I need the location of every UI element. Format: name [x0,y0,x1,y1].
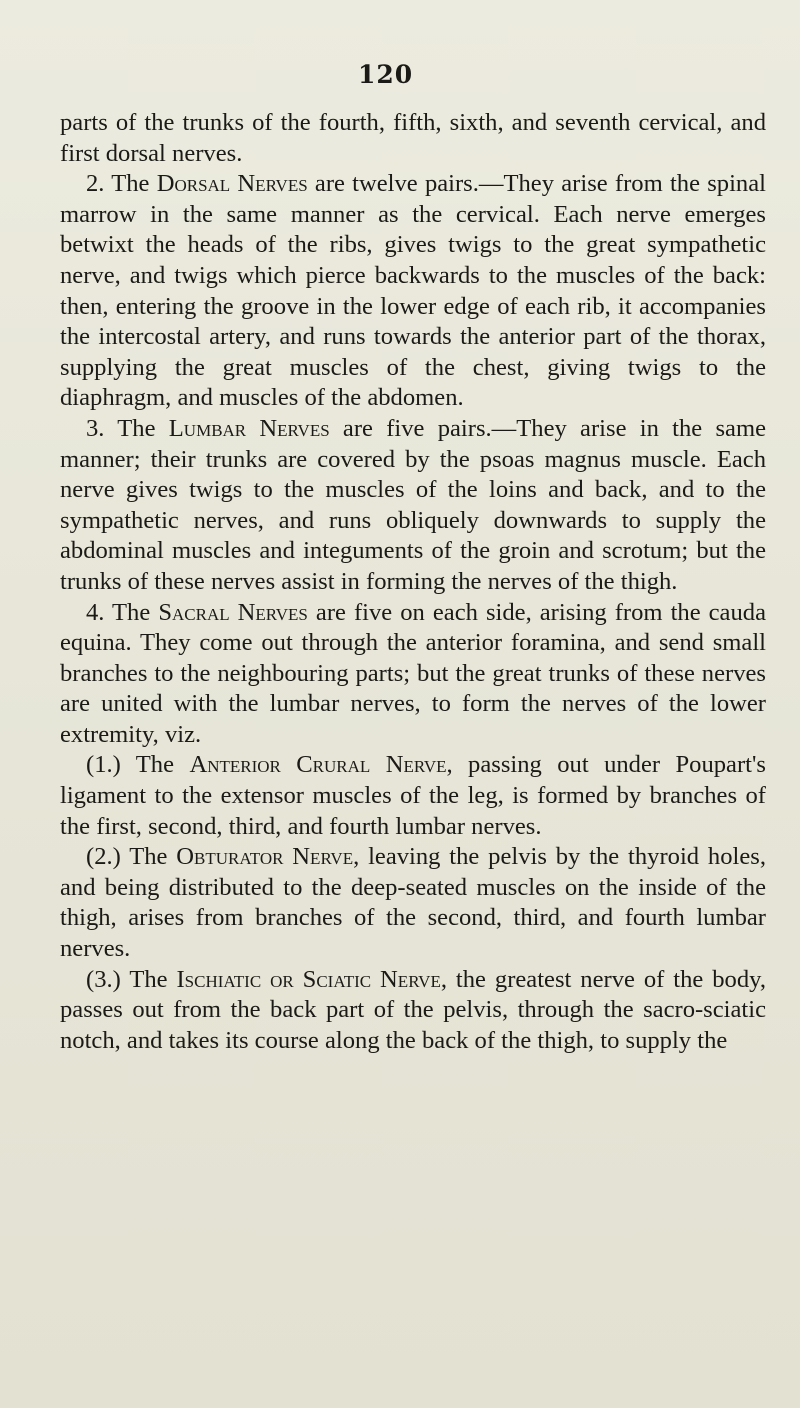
paragraph-dorsal-nerves [60,169,766,414]
paragraph-body: , passing out under Poupart's ligament to the extensor muscles of the leg, is formed by branches of the first, second, third, and fourth lumbar nerves. [60,751,766,840]
paragraph-number: 2. The [86,170,157,198]
paragraph-number: (2.) The [86,843,177,871]
paragraph-body: , the greatest nerve of the body, passes out from the back part of the pelvis, through the sacro-sciatic notch, and takes its course along the back of the thigh, to supply the [60,965,766,1054]
page-number: 120 [358,60,414,89]
paragraph-cervical-continuation [60,108,766,169]
section-heading: Anterior Crural Nerve [189,751,447,779]
paragraph-body: are five on each side, arising from the cauda equina. They come out through the anterior foramina, and send small branches to the neighbouring parts; but the great trunks of these nerves are united with the lumbar nerves, to form the nerves of the lower extremity, viz. [60,598,766,748]
paragraph-sacral-nerves [60,598,766,751]
section-heading: Sacral Nerves [158,598,308,626]
paragraph-body: are five pairs.—They arise in the same manner; their trunks are covered by the psoas magnus muscle. Each nerve gives twigs to the muscles of the loins and back, and to the sympathetic nerves, and runs obliquely downwards to supply the abdominal muscles and integuments of the groin and scrotum; but the trunks of these nerves assist in forming the nerves of the thigh. [60,414,766,595]
paragraph-body: , leaving the pelvis by the thyroid holes, and being distributed to the deep-seated muscles on the inside of the thigh, arises from branches of the second, third, and fourth lumbar nerves. [60,843,766,963]
paragraph-lumbar-nerves [60,414,766,598]
paragraph-sciatic-nerve [60,965,766,1057]
paragraph-number: (3.) The [86,965,177,993]
paragraph-number: (1.) The [86,751,190,779]
paragraph-anterior-crural-nerve [60,750,766,842]
paragraph-number: 4. The [86,598,159,626]
paragraph-obturator-nerve [60,842,766,964]
section-heading: Ischiatic or Sciatic Nerve [176,965,441,993]
paragraph-number: 3. The [86,414,169,442]
paragraph-body: parts of the trunks of the fourth, fifth, sixth, and seventh cervical, and first dorsal nerves. [60,109,766,167]
section-heading: Dorsal Nerves [156,170,308,198]
paragraph-body: are twelve pairs.—They arise from the spinal marrow in the same manner as the cervical. Each nerve emerges betwixt the heads of the ribs, gives twigs to the great sympathetic nerve, and twigs which pierce backwards to the muscles of the back: then, entering the groove in the lower edge of each rib, it accompanies the intercostal artery, and runs towards the anterior part of the thorax, supplying the great muscles of the chest, giving twigs to the diaphragm, and muscles of the abdomen. [60,170,766,412]
section-heading: Lumbar Nerves [168,414,330,442]
body-text [60,108,766,1056]
section-heading: Obturator Nerve [176,843,354,871]
